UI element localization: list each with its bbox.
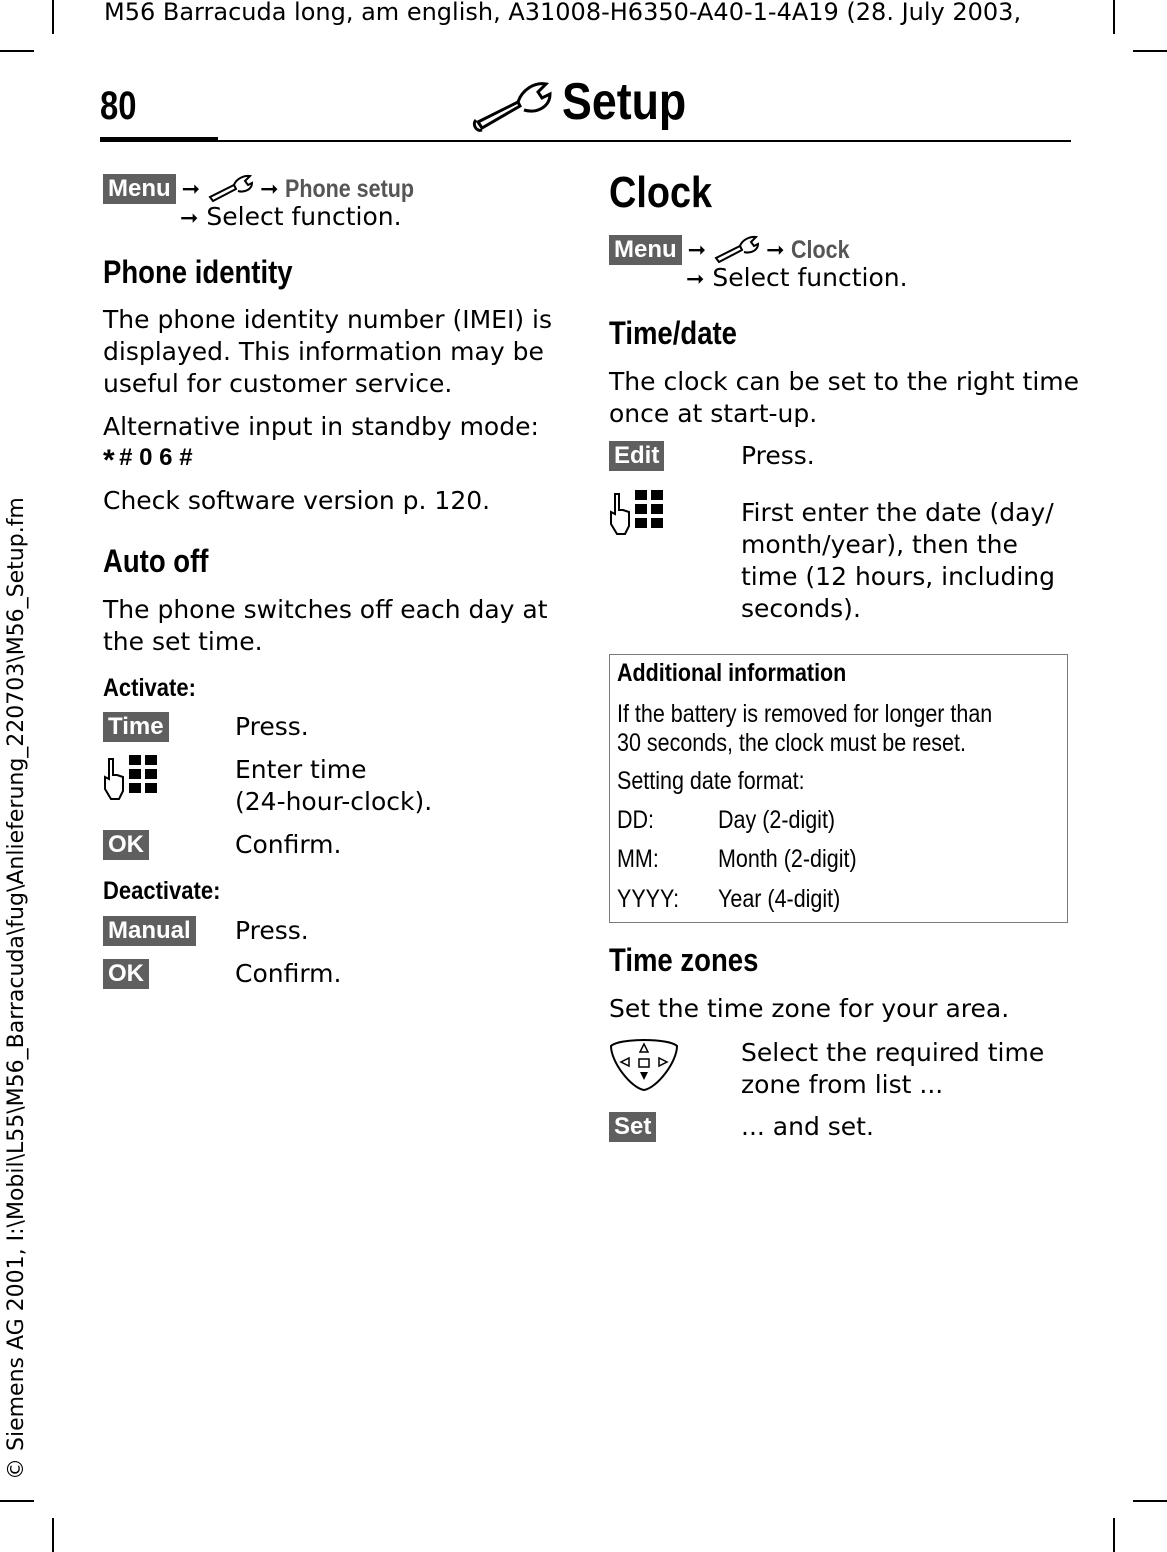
select-function-text: Select function.	[206, 202, 402, 231]
step-text	[741, 497, 1055, 625]
crop-mark	[52, 1518, 54, 1552]
text-line: the set time.	[103, 627, 263, 656]
text-line: The phone switches off each day at	[103, 595, 548, 624]
activate-label: Activate:	[103, 674, 196, 702]
step-text: Press.	[235, 916, 309, 945]
info-box-heading: Additional information	[617, 659, 847, 687]
software-version-text: Check software version p. 120.	[103, 486, 491, 515]
format-desc: Day (2-digit)	[718, 806, 836, 834]
imei-code	[103, 444, 193, 478]
heading-time-zones: Time zones	[609, 942, 759, 978]
text-line: month/year), then the	[741, 530, 1018, 559]
crop-mark	[1113, 0, 1115, 34]
text-line: zone from list ...	[741, 1070, 944, 1099]
auto-off-paragraph	[103, 594, 548, 658]
header-rule	[218, 140, 1071, 142]
edit-softkey[interactable]: Edit	[609, 441, 664, 471]
arrow-icon: ➞	[686, 267, 705, 292]
set-softkey[interactable]: Set	[609, 1112, 656, 1142]
header-rule-thick	[100, 137, 218, 142]
text-line: Select the required time	[741, 1038, 1045, 1067]
text-line: 30 seconds, the clock must be reset.	[617, 729, 966, 757]
arrow-icon: ➞	[180, 206, 199, 231]
heading-phone-identity: Phone identity	[103, 254, 293, 290]
side-copyright-note: © Siemens AG 2001, I:\Mobil\L55\M56_Barracuda\fug\Anlieferung_220703\M56_Setup.fm	[4, 497, 29, 1480]
format-desc: Month (2-digit)	[718, 845, 857, 873]
step-text	[741, 1037, 1044, 1101]
step-text: Press.	[235, 712, 309, 741]
heading-clock: Clock	[609, 168, 713, 217]
select-function-text: Select function.	[712, 263, 908, 292]
ok-softkey[interactable]: OK	[103, 830, 149, 860]
crop-mark	[1113, 1518, 1115, 1552]
arrow-icon: ➞	[687, 237, 707, 263]
menu-softkey[interactable]: Menu	[103, 174, 176, 204]
step-text	[235, 754, 432, 818]
info-box-paragraph	[617, 700, 992, 758]
menu-target-phone-setup[interactable]: Phone setup	[284, 174, 414, 203]
text-line: useful for customer service.	[103, 369, 453, 398]
menu-softkey[interactable]: Menu	[609, 235, 682, 265]
text-line: The clock can be set to the right time	[609, 367, 1079, 396]
menu-path-line2	[180, 201, 402, 235]
navigation-key-icon	[609, 1036, 679, 1092]
text-line: time (12 hours, including	[741, 562, 1055, 591]
running-head: M56 Barracuda long, am english, A31008-H6350-A40-1-4A19 (28. July 2003,	[104, 0, 1022, 26]
crop-mark	[0, 50, 34, 52]
page-title: Setup	[562, 73, 687, 131]
step-text: Confirm.	[235, 959, 342, 988]
keypad-icon	[103, 753, 159, 805]
text-line: seconds).	[741, 594, 861, 623]
crop-mark	[1133, 50, 1167, 52]
page-number: 80	[100, 84, 137, 128]
text-line: If the battery is removed for longer than	[617, 700, 993, 728]
crop-mark	[52, 0, 54, 34]
code-digits: # 0 6 #	[119, 444, 193, 471]
text-line: (24-hour-clock).	[235, 787, 433, 816]
deactivate-label: Deactivate:	[103, 877, 221, 905]
time-softkey[interactable]: Time	[103, 712, 169, 742]
date-format-label: Setting date format:	[617, 767, 805, 795]
step-text: ... and set.	[741, 1112, 874, 1141]
arrow-icon: ➞	[260, 176, 279, 202]
wrench-icon	[472, 76, 554, 134]
menu-target-clock[interactable]: Clock	[790, 235, 850, 264]
heading-auto-off: Auto off	[103, 543, 209, 579]
format-desc: Year (4-digit)	[718, 885, 841, 913]
format-code: YYYY:	[617, 885, 680, 913]
crop-mark	[0, 1500, 34, 1502]
text-line: The phone identity number (IMEI) is	[103, 305, 553, 334]
step-text: Press.	[741, 441, 815, 470]
alternative-input-text: Alternative input in standby mode:	[103, 412, 539, 441]
text-line: Enter time	[235, 755, 367, 784]
text-line: once at start-up.	[609, 399, 818, 428]
star-key: *	[103, 444, 115, 477]
time-date-paragraph	[609, 366, 1079, 430]
manual-softkey[interactable]: Manual	[103, 916, 196, 946]
arrow-icon: ➞	[766, 237, 785, 263]
text-line: First enter the date (day/	[741, 498, 1054, 527]
ok-softkey[interactable]: OK	[103, 959, 149, 989]
heading-time-date: Time/date	[609, 315, 737, 351]
time-zones-paragraph: Set the time zone for your area.	[609, 994, 1010, 1023]
format-code: MM:	[617, 845, 659, 873]
arrow-icon: ➞	[181, 176, 201, 202]
menu-path-line2	[686, 262, 908, 296]
phone-identity-paragraph	[103, 304, 552, 400]
format-code: DD:	[617, 806, 655, 834]
text-line: displayed. This information may be	[103, 337, 544, 366]
keypad-icon	[609, 488, 665, 540]
crop-mark	[1133, 1500, 1167, 1502]
step-text: Confirm.	[235, 830, 342, 859]
